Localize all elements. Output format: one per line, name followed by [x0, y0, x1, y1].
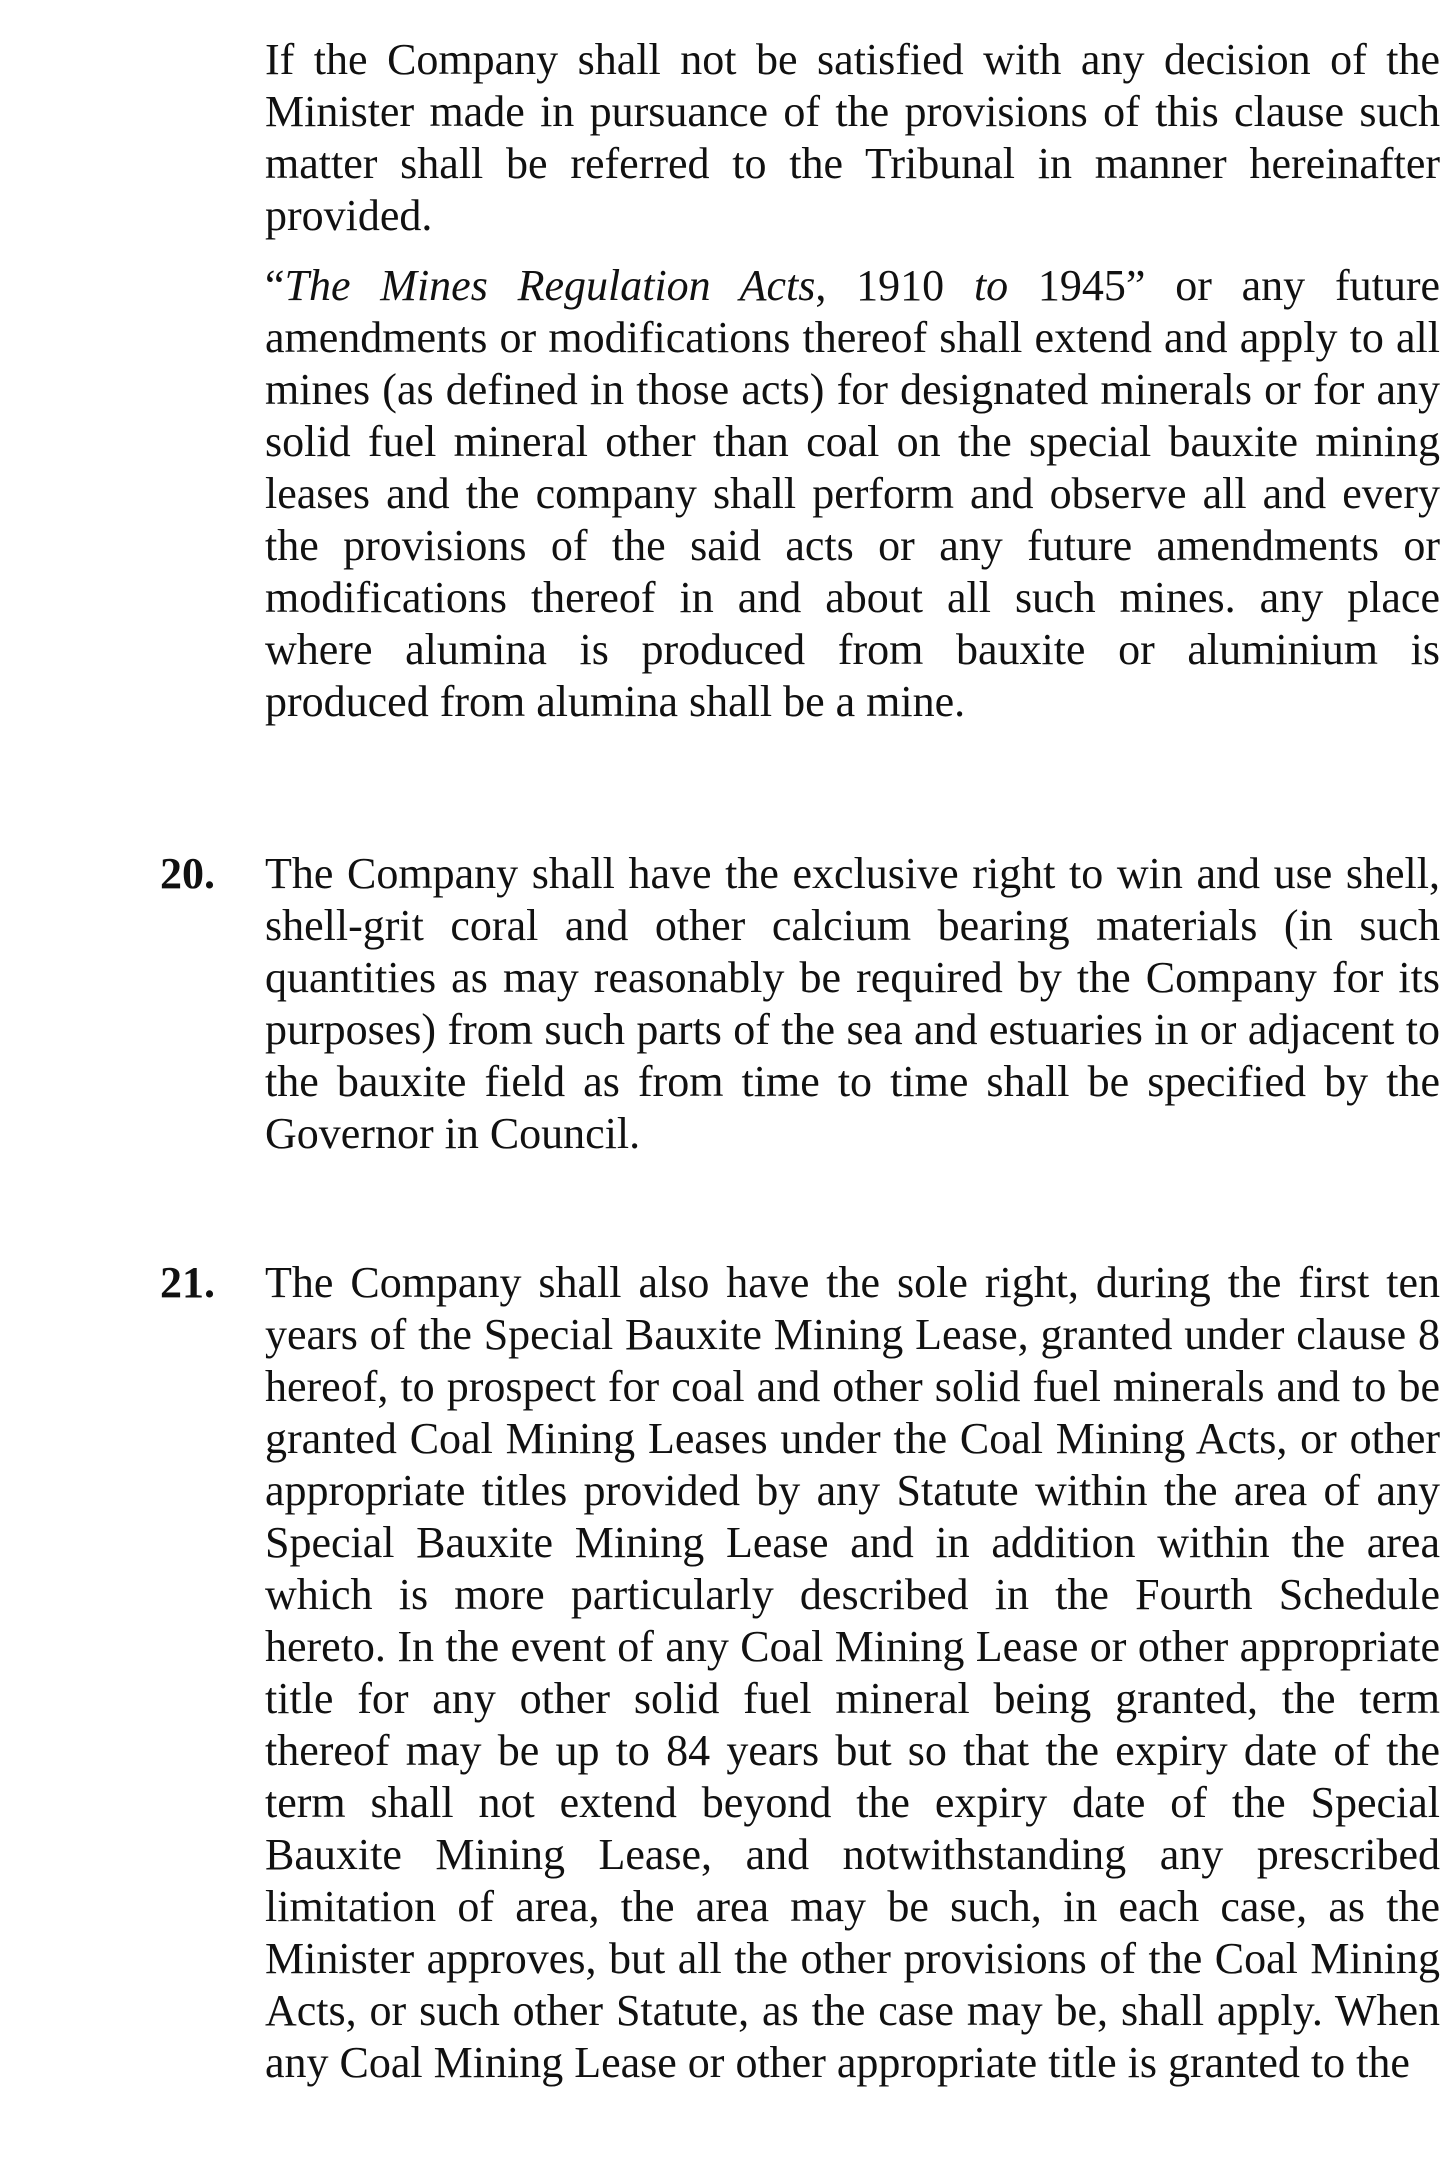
act-year-to-word: to	[973, 261, 1009, 310]
clause-number-20: 20.	[160, 849, 215, 898]
clause-21-text: The Company shall also have the sole right, during the first ten years of the Special Bauxite Mining Lease, granted under clause 8 hereof, to prospect for coal and other solid fuel minerals and to be granted Coal Mining Leases under the Coal Mining Acts, or other appropriate titles provided by any Statute within the area of any Special Bauxite Mining Lease and in addition within the area which is more particularly described in the Fourth Schedule hereto. In the event of any Coal Mining Lease or other appropriate title for any other solid fuel mineral being granted, the term thereof may be up to 84 years but so that the expiry date of the term shall not extend beyond the expiry date of the Special Bauxite Mining Lease, and notwithstanding any prescribed limitation of area, the area may be such, in each case, as the Minister approves, but all the other provisions of the Coal Mining Acts, or such other Statute, as the case may be, shall apply. When any Coal Mining Lease or other appropriate title is granted to the	[265, 1258, 1440, 2087]
act-year-from: , 1910	[815, 261, 974, 310]
paragraph-tribunal-referral: If the Company shall not be satisfied with any decision of the Minister made in pursuance of the provisions of this clause such matter shall be referred to the Tribunal in manner hereinafter provided.	[265, 35, 1440, 240]
clause-number-21: 21.	[160, 1258, 215, 1307]
mines-paragraph-body: or any future amendments or modifications thereof shall extend and apply to all mines (as defined in those acts) for designated minerals or for any solid fuel mineral other than coal on the special bauxite mining leases and the company shall perform and observe all and every the provisions of the said acts or any future amendments or modifications thereof in and about all such mines. any place where alumina is produced from bauxite or aluminium is produced from alumina shall be a mine.	[265, 261, 1441, 726]
paragraph-mines-regulation-acts	[265, 260, 1440, 728]
open-quote: “	[265, 261, 285, 310]
act-year-to: 1945”	[1008, 261, 1146, 310]
clause-20-text: The Company shall have the exclusive right to win and use shell, shell-grit coral and other calcium bearing materials (in such quantities as may reasonably be required by the Company for its purposes) from such parts of the sea and estuaries in or adjacent to the bauxite field as from time to time shall be specified by the Governor in Council.	[265, 849, 1440, 1158]
act-name: The Mines Regulation Acts	[284, 261, 816, 310]
